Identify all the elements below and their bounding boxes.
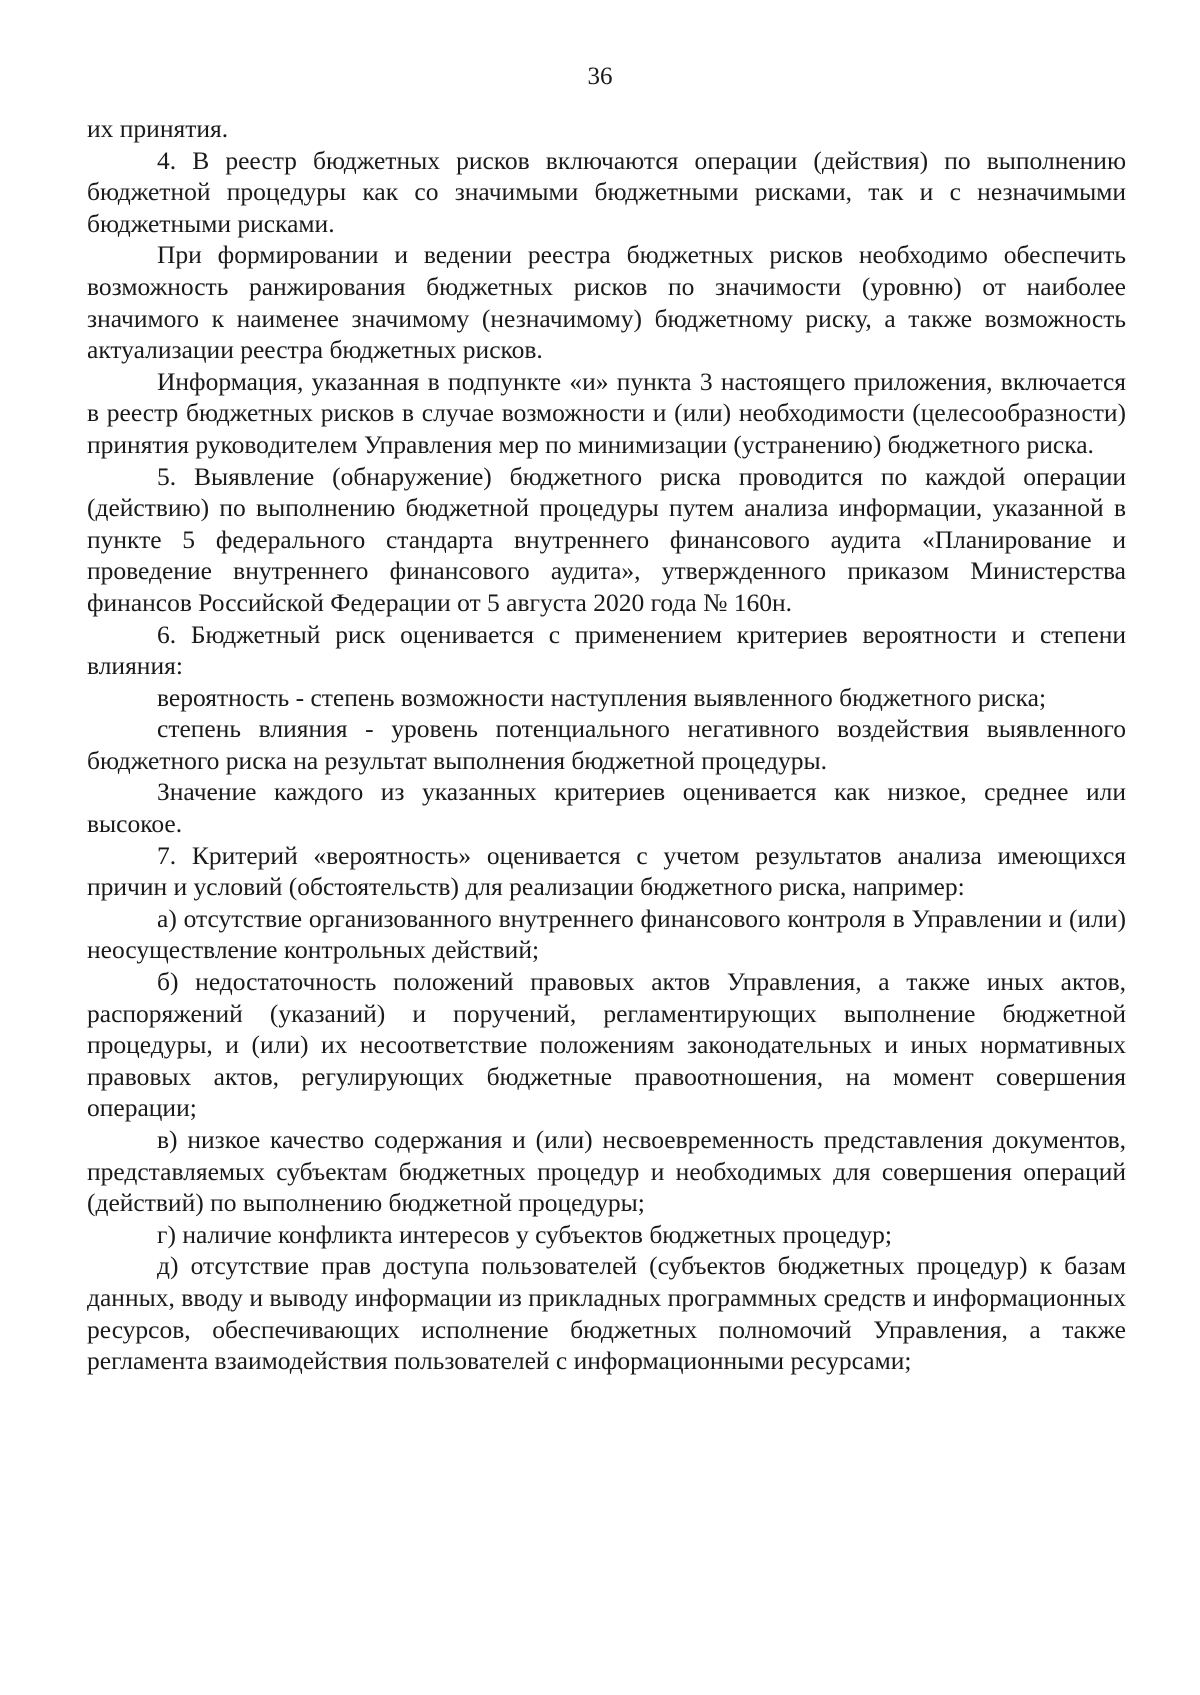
list-item-a: а) отсутствие организованного внутреннего финансового контроля в Управлении и (или) неосуществление контрольных действий;: [87, 903, 1126, 965]
paragraph-impact-definition: степень влияния - уровень потенциального негативного воздействия выявленного бюджетного риска на результат выполнения бюджетной процедуры.: [87, 714, 1126, 775]
paragraph-item-5: 5. Выявление (обнаружение) бюджетного риска проводится по каждой операции (действию) по выполнению бюджетной процедуры путем анализа информации, указанной в пункте 5 федерального стандарта внутреннего финансового аудита «Планирование и проведение внутреннего финансового аудита», утвержденного приказом Министерства финансов Российской Федерации от 5 августа 2020 года № 160н.: [87, 461, 1126, 617]
page-number: 36: [587, 63, 613, 90]
paragraph-criteria-values: Значение каждого из указанных критериев оценивается как низкое, среднее или высокое.: [87, 777, 1126, 839]
paragraph-continuation: их принятия.: [87, 114, 229, 143]
paragraph-item-4: 4. В реестр бюджетных рисков включаются операции (действия) по выполнению бюджетной процедуры как со значимыми бюджетными рисками, так и с незначимыми бюджетными рисками.: [87, 145, 1126, 238]
paragraph-item-7: 7. Критерий «вероятность» оценивается с учетом результатов анализа имеющихся причин и условий (обстоятельств) для реализации бюджетного риска, например:: [87, 840, 1126, 902]
list-item-d: д) отсутствие прав доступа пользователей (субъектов бюджетных процедур) к базам данных, вводу и выводу информации из прикладных программных средств и информационных ресурсов, обеспечивающих исполнение бюджетных полномочий Управления, а также регламента взаимодействия пользователей с информационными ресурсами;: [87, 1251, 1126, 1376]
paragraph-probability-definition: вероятность - степень возможности наступления выявленного бюджетного риска;: [157, 682, 1047, 712]
paragraph-ranking: При формировании и ведении реестра бюджетных рисков необходимо обеспечить возможность ранжирования бюджетных рисков по значимости (уровню) от наиболее значимого к наименее значимому (незначимому) бюджетному риску, а также возможность актуализации реестра бюджетных рисков.: [87, 240, 1126, 365]
list-item-g: г) наличие конфликта интересов у субъектов бюджетных процедур;: [157, 1219, 893, 1249]
paragraph-item-6: 6. Бюджетный риск оценивается с применением критериев вероятности и степени влияния:: [87, 619, 1126, 681]
list-item-v: в) низкое качество содержания и (или) несвоевременность представления документов, представляемых субъектам бюджетных процедур и необходимых для совершения операций (действий) по выполнению бюджетной процедуры;: [87, 1125, 1126, 1218]
document-body: [87, 113, 1126, 1377]
list-item-b: б) недостаточность положений правовых актов Управления, а также иных актов, распоряжений (указаний) и поручений, регламентирующих выполнение бюджетной процедуры, и (или) их несоответствие положениям законодательных и иных нормативных правовых актов, регулирующих бюджетные правоотношения, на момент совершения операции;: [87, 967, 1126, 1123]
paragraph-information: Информация, указанная в подпункте «и» пункта 3 настоящего приложения, включается в реестр бюджетных рисков в случае возможности и (или) необходимости (целесообразности) принятия руководителем Управления мер по минимизации (устранению) бюджетного риска.: [87, 366, 1126, 459]
